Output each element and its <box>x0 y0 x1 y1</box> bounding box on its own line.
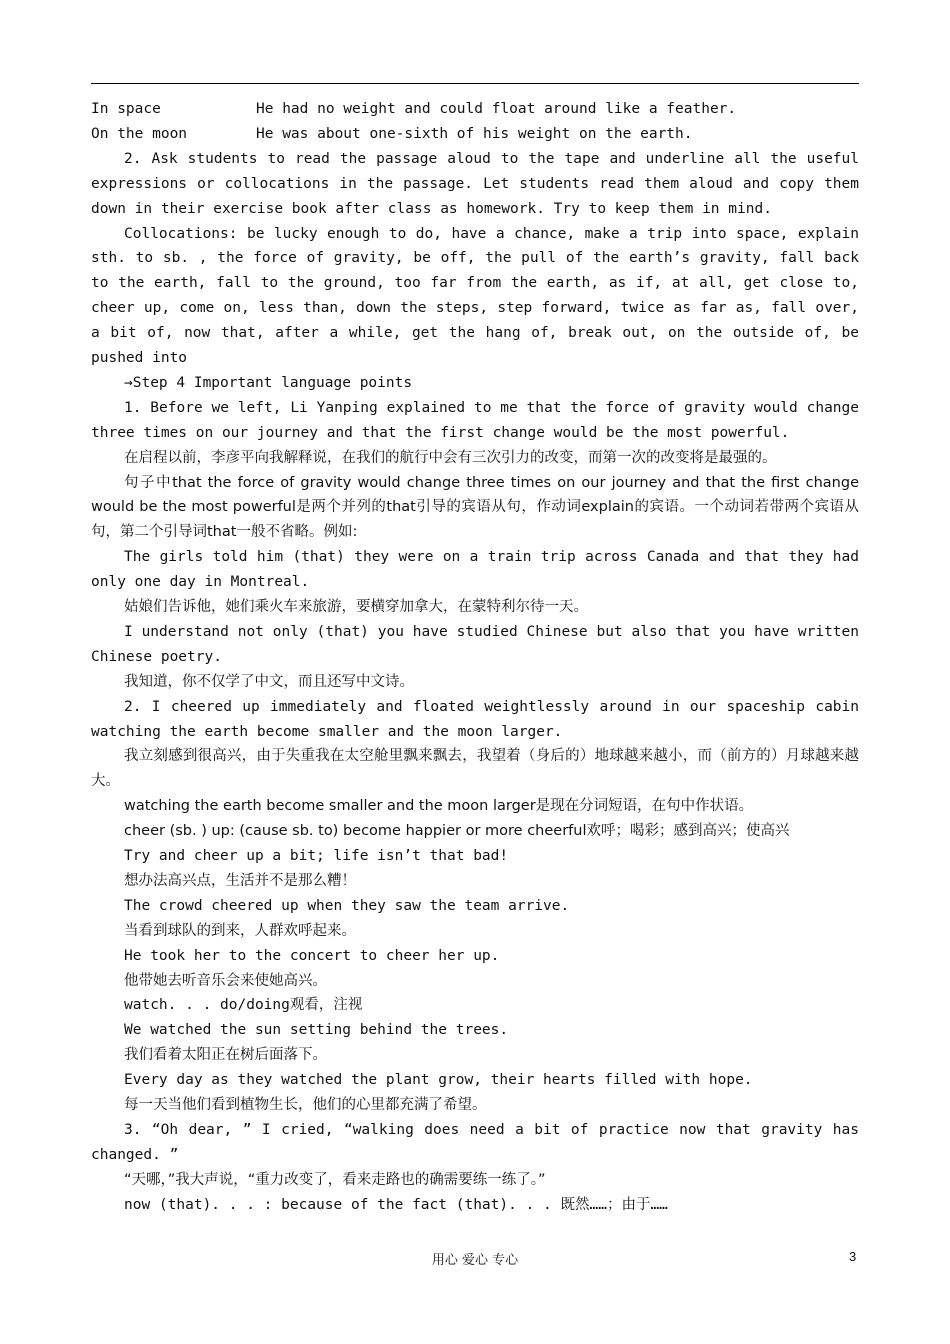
page-number: 3 <box>849 1249 857 1264</box>
paragraph-translation: 他带她去听音乐会来使她高兴。 <box>124 972 327 989</box>
paragraph-example: He took her to the concert to cheer her up. <box>124 947 500 964</box>
paragraph-point-3: 3. “Oh dear, ” I cried, “walking does need a bit of practice now that gravity has changed. ” <box>91 1121 859 1163</box>
paragraph-point-2: 2. I cheered up immediately and floated weightlessly around in our spaceship cabin watching the earth become smaller and the moon larger. <box>91 698 859 740</box>
paragraph-translation: “天哪，”我大声说，“重力改变了，看来走路也的确需要练一练了。” <box>124 1171 546 1188</box>
table-cell-desc: He had no weight and could float around like a feather. <box>256 101 737 117</box>
paragraph-step-2: 2. Ask students to read the passage aloud to the tape and underline all the useful expressions or collocations in the passage. Let students read them aloud and copy them down in their exercise book after class as homework. Try to keep them in mind. <box>91 150 859 217</box>
paragraph-translation: 我们看着太阳正在树后面落下。 <box>124 1047 327 1064</box>
paragraph-point-1: 1. Before we left, Li Yanping explained to me that the force of gravity would change three times on our journey and that the first change would be the most powerful. <box>91 399 859 441</box>
table-row <box>91 97 859 122</box>
paragraph-translation: 姑娘们告诉他，她们乘火车来旅游，要横穿加拿大，在蒙特利尔待一天。 <box>124 599 588 616</box>
paragraph-translation: 我知道，你不仅学了中文，而且还写中文诗。 <box>124 673 414 690</box>
table-cell-place: On the moon <box>91 125 188 142</box>
paragraph-example: Every day as they watched the plant grow, their hearts filled with hope. <box>124 1072 753 1089</box>
paragraph-translation: 当看到球队的到来，人群欢呼起来。 <box>124 922 356 939</box>
paragraph-example: I understand not only (that) you have studied Chinese but also that you have written Chinese poetry. <box>91 623 859 665</box>
section-heading: →Step 4 Important language points <box>124 374 413 391</box>
paragraph-example: The girls told him (that) they were on a train trip across Canada and that they had only one day in Montreal. <box>91 549 859 591</box>
paragraph-explanation: 句子中that the force of gravity would change three times on our journey and that the first change would be the most powerful是两个并列的that引导的宾语从句，作动词explain的宾语。一个动词若带两个宾语从句，第二个引导词that一般不省略。例如: <box>91 474 859 541</box>
paragraph-definition: cheer (sb. ) up: (cause sb. to) become happier or more cheerful欢呼；喝彩；感到高兴；使高兴 <box>124 823 790 840</box>
paragraph-translation: 在启程以前，李彦平向我解释说，在我们的航行中会有三次引力的改变，而第一次的改变将是最强的。 <box>124 449 777 466</box>
paragraph-example: Try and cheer up a bit; life isn’t that bad! <box>124 848 509 865</box>
footer-text: 用心 爱心 专心 <box>431 1253 519 1268</box>
header-rule <box>91 83 859 84</box>
table-row <box>91 122 859 147</box>
paragraph-translation: 想办法高兴点，生活并不是那么糟！ <box>124 872 356 889</box>
paragraph-collocations: Collocations: be lucky enough to do, have a chance, make a trip into space, explain sth. to sb. , the force of gravity, be off, the pull of the earth’s gravity, fall back to the earth, fall to the ground, too far from the earth, as if, at all, get close to, cheer up, come on, less than, down the steps, step forward, twice as far as, fall over, a bit of, now that, after a while, get the hang of, break out, on the outside of, be pushed into <box>91 225 859 367</box>
table-cell-place: In space <box>91 101 161 117</box>
table-cell-desc: He was about one-sixth of his weight on the earth. <box>256 125 693 142</box>
paragraph-example: The crowd cheered up when they saw the team arrive. <box>124 897 570 914</box>
paragraph-translation: 我立刻感到很高兴，由于失重我在太空舱里飘来飘去，我望着（身后的）地球越来越小，而（前方的）月球越来越大。 <box>91 748 859 790</box>
paragraph-translation: 每一天当他们看到植物生长，他们的心里都充满了希望。 <box>124 1097 487 1113</box>
paragraph-example: We watched the sun setting behind the trees. <box>124 1022 509 1039</box>
paragraph-definition: watch. . . do/doing观看，注视 <box>124 997 363 1014</box>
paragraph-explanation: watching the earth become smaller and the moon larger是现在分词短语，在句中作状语。 <box>124 798 754 815</box>
page-body <box>91 97 859 1217</box>
paragraph-definition: now (that). . . : because of the fact (that). . . 既然……；由于…… <box>124 1196 668 1213</box>
